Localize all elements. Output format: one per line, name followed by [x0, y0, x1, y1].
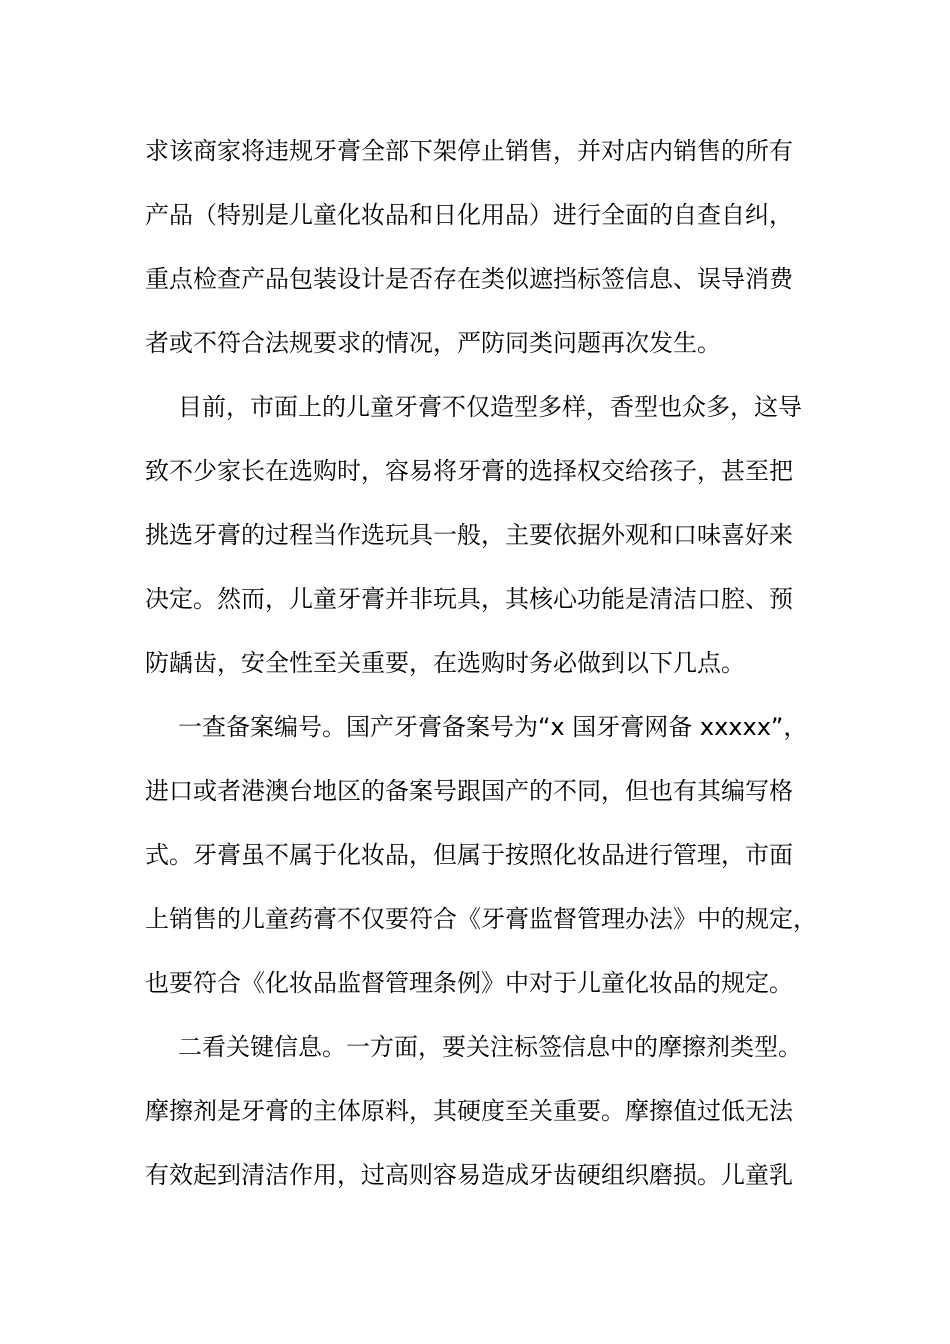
- text-line-2: 产品（特别是儿童化妆品和日化用品）进行全面的自查自纠，: [145, 201, 793, 229]
- text-line-8: 决定。然而，儿童牙膏并非玩具，其核心功能是清洁口腔、预: [145, 585, 793, 613]
- text-line-9: 防龋齿，安全性至关重要，在选购时务必做到以下几点。: [145, 649, 745, 677]
- text-line-4: 者或不符合法规要求的情况，严防同类问题再次发生。: [145, 329, 721, 357]
- paragraph-3-first-line: 一查备案编号。国产牙膏备案号为“x 国牙膏网备 xxxxx”，: [178, 713, 808, 741]
- text-line-7: 挑选牙膏的过程当作选玩具一般，主要依据外观和口味喜好来: [145, 521, 793, 549]
- text-line-3: 重点检查产品包装设计是否存在类似遮挡标签信息、误导消费: [145, 265, 793, 293]
- text-line-1: 求该商家将违规牙膏全部下架停止销售，并对店内销售的所有: [145, 137, 793, 165]
- text-line-13: 上销售的儿童药膏不仅要符合《牙膏监督管理办法》中的规定，: [145, 905, 817, 933]
- text-line-6: 致不少家长在选购时，容易将牙膏的选择权交给孩子，甚至把: [145, 457, 793, 485]
- paragraph-4-first-line: 二看关键信息。一方面，要关注标签信息中的摩擦剂类型。: [178, 1033, 802, 1061]
- paragraph-2-first-line: 目前，市面上的儿童牙膏不仅造型多样，香型也众多，这导: [178, 393, 802, 421]
- text-line-11: 进口或者港澳台地区的备案号跟国产的不同，但也有其编写格: [145, 777, 793, 805]
- text-line-16: 摩擦剂是牙膏的主体原料，其硬度至关重要。摩擦值过低无法: [145, 1097, 793, 1125]
- text-line-12: 式。牙膏虽不属于化妆品，但属于按照化妆品进行管理，市面: [145, 841, 793, 869]
- text-line-17: 有效起到清洁作用，过高则容易造成牙齿硬组织磨损。儿童乳: [145, 1161, 793, 1189]
- text-line-14: 也要符合《化妆品监督管理条例》中对于儿童化妆品的规定。: [145, 969, 793, 997]
